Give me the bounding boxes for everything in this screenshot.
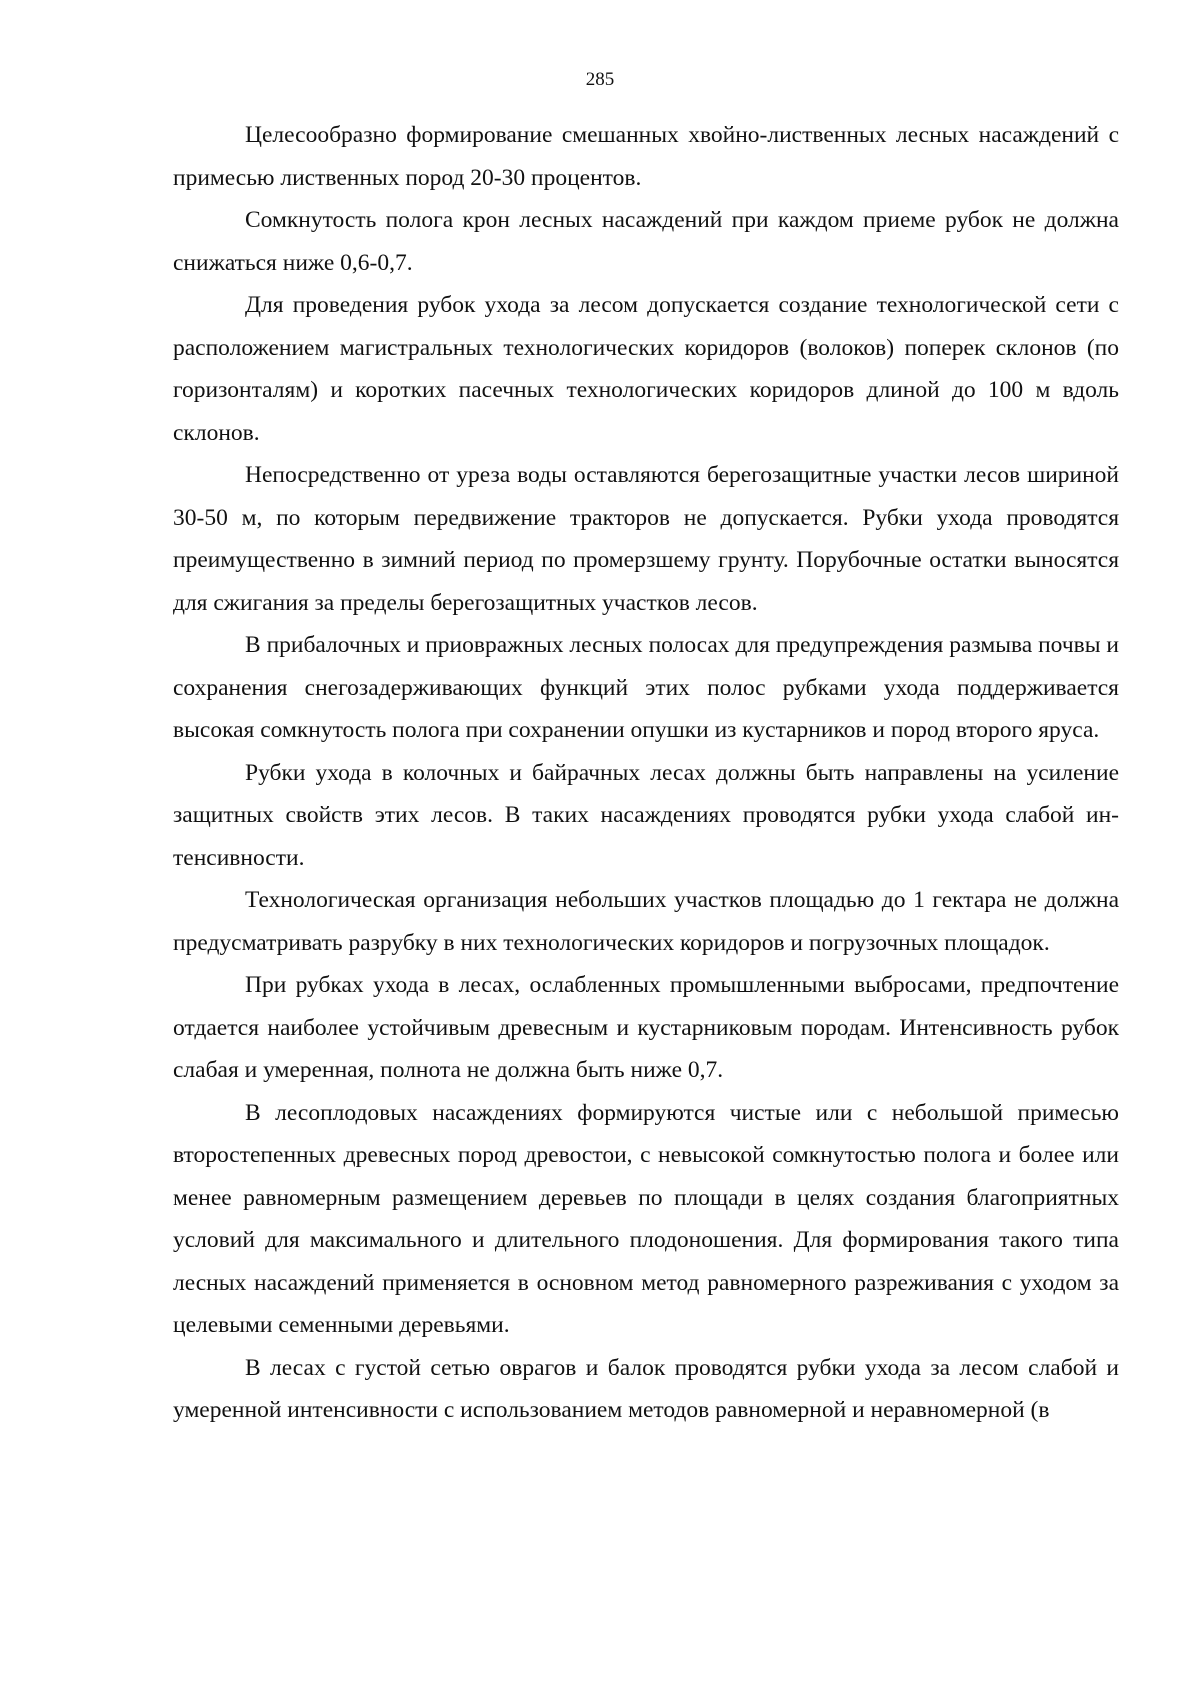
paragraph-mixed-stands: Целесообразно формирование смешанных хвойно-лиственных лесных насаждений с примесью лиственных пород 20-30 процентов.	[173, 122, 1119, 191]
paragraph-ravine-strips: В прибалочных и приовражных лесных полосах для предупреждения размыва почвы и сохранения снегозадерживающих функций этих полос рубками ухода поддерживается высокая сомкнутость полога при сохранении опушки из кустарников и пород второго яруса.	[173, 632, 1119, 743]
paragraph-gully-network: В лесах с густой сетью оврагов и балок проводятся рубки ухода за лесом слабой и умеренной интенсивности с использованием методов равномерной и неравномерной (в	[173, 1354, 1119, 1423]
page-number: 285	[585, 69, 615, 90]
paragraph-technological-network: Для проведения рубок ухода за лесом допускается создание технологической сети с расположением магистральных технологических коридоров (волоков) поперек склонов (по горизонталям) и коротких пасечных технологических коридоров длиной до 100 м вдоль склонов.	[173, 292, 1119, 446]
page-body	[173, 114, 1119, 1432]
paragraph-shore-protection: Непосредственно от уреза воды оставляются берегозащитные участки лесов шириной 30-50 м, по которым передвижение тракторов не допускается. Рубки ухода проводятся преимущественно в зимний период по промерзшему грунту. Порубочные остатки выносятся для сжигания за пределы берегозащитных участков лесов.	[173, 462, 1119, 616]
paragraph-small-plots: Технологическая организация небольших участков площадью до 1 гектара не должна предусматривать разрубку в них технологических коридоров и погрузочных площадок.	[173, 887, 1119, 956]
paragraph-fruit-stands: В лесоплодовых насаждениях формируются чистые или с небольшой примесью второстепенных древесных пород древостои, с невысокой сомкнутостью полога и более или менее равномерным размещением деревьев по площади в целях создания благоприятных условий для максимального и длительного плодоношения. Для формирования такого типа лесных насаждений применяется в основном метод равномерного разреживания с уходом за целевыми семенными деревьями.	[173, 1099, 1119, 1338]
paragraph-industrial-emissions: При рубках ухода в лесах, ослабленных промышленными выбросами, предпочтение отдается наиболее устойчивым древесным и кустарниковым породам. Интенсивность рубок слабая и умеренная, полнота не должна быть ниже 0,7.	[173, 972, 1119, 1083]
paragraph-canopy-closure: Сомкнутость полога крон лесных насаждений при каждом приеме рубок не должна снижаться ниже 0,6-0,7.	[173, 207, 1119, 276]
paragraph-kolki-forests: Рубки ухода в колочных и байрачных лесах должны быть направлены на усиление защитных свойств этих лесов. В таких насаждениях проводятся рубки ухода слабой интенсивности.	[173, 759, 1119, 871]
